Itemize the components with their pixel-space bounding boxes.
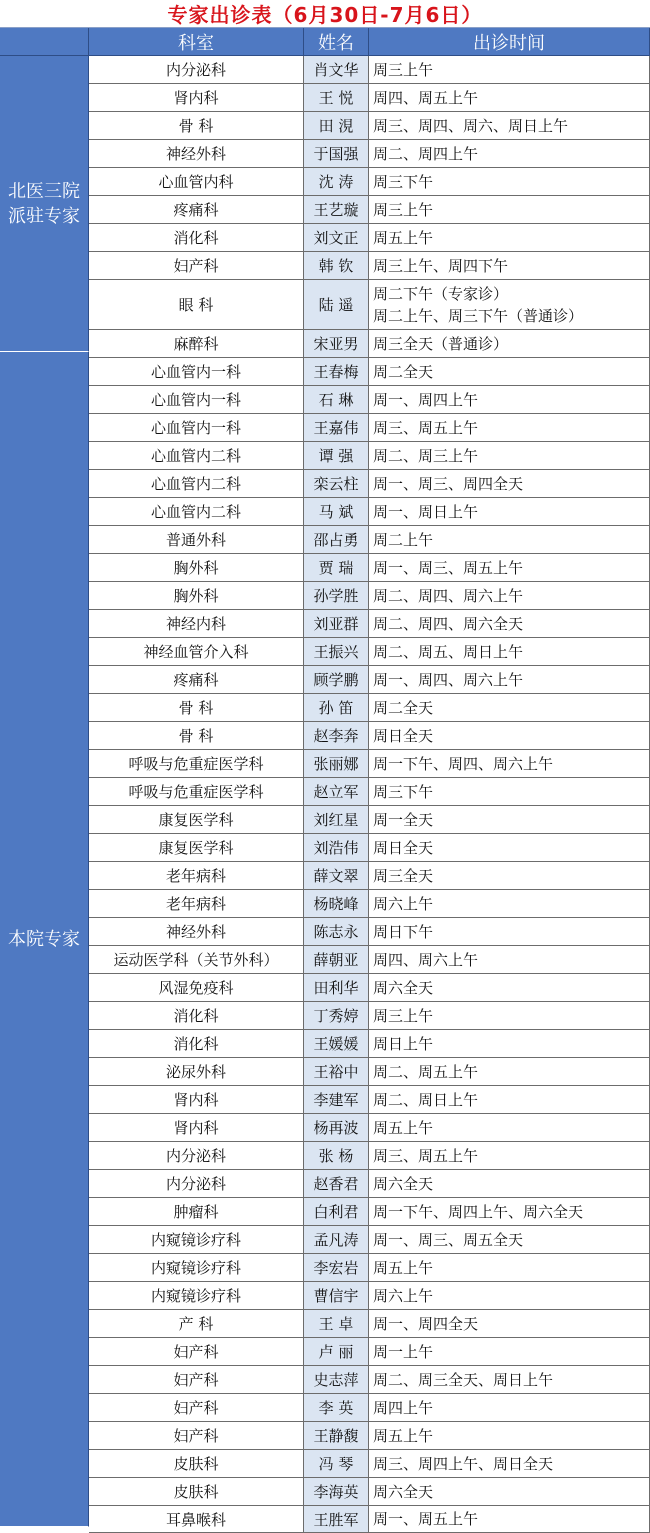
table-row — [89, 1310, 650, 1338]
doctor-name-cell: 谭 强 — [304, 442, 369, 469]
table-row — [89, 806, 650, 834]
schedule-time-cell — [369, 1338, 650, 1365]
schedule-time-cell — [369, 470, 650, 497]
schedule-time-line: 周二、周四、周六全天 — [373, 614, 524, 633]
doctor-name-cell: 赵立军 — [304, 778, 369, 805]
table-row — [89, 1450, 650, 1478]
schedule-time-cell — [369, 1086, 650, 1113]
schedule-time-line: 周二、周五上午 — [373, 1062, 479, 1081]
dept-cell: 肾内科 — [89, 84, 304, 111]
schedule-time-cell — [369, 140, 650, 167]
dept-cell: 消化科 — [89, 224, 304, 251]
table-row — [89, 554, 650, 582]
doctor-name-cell: 杨再波 — [304, 1114, 369, 1141]
table-row — [89, 1058, 650, 1086]
schedule-time-line: 周四、周六上午 — [373, 950, 479, 969]
table-row — [89, 1394, 650, 1422]
schedule-time-cell — [369, 1506, 650, 1532]
schedule-time-cell — [369, 1478, 650, 1505]
group-label-local — [0, 352, 89, 1527]
table-row — [89, 56, 650, 84]
schedule-time-cell — [369, 666, 650, 693]
schedule-time-cell — [369, 1058, 650, 1085]
dept-cell: 内窥镜诊疗科 — [89, 1254, 304, 1281]
doctor-name-cell: 薛文翠 — [304, 862, 369, 889]
table-row — [89, 1002, 650, 1030]
schedule-time-line: 周一、周三、周五上午 — [373, 558, 524, 577]
doctor-name-cell: 刘亚群 — [304, 610, 369, 637]
schedule-time-line: 周二、周三全天、周日上午 — [373, 1370, 554, 1389]
schedule-time-line: 周五上午 — [373, 1426, 434, 1445]
doctor-name-cell: 王 悦 — [304, 84, 369, 111]
schedule-time-line: 周五上午 — [373, 228, 434, 247]
doctor-name-cell: 沈 涛 — [304, 168, 369, 195]
doctor-name-cell: 刘文正 — [304, 224, 369, 251]
doctor-name-cell: 栾云柱 — [304, 470, 369, 497]
doctor-name-cell: 孙学胜 — [304, 582, 369, 609]
doctor-name-cell: 王媛媛 — [304, 1030, 369, 1057]
table-row — [89, 862, 650, 890]
table-row — [89, 1282, 650, 1310]
dept-cell: 产 科 — [89, 1310, 304, 1337]
header-time: 出诊时间 — [369, 28, 650, 56]
table-row — [89, 196, 650, 224]
dept-cell: 皮肤科 — [89, 1478, 304, 1505]
header-name: 姓名 — [304, 28, 369, 56]
dept-cell: 内分泌科 — [89, 1170, 304, 1197]
schedule-time-line: 周三全天 — [373, 866, 434, 885]
dept-cell: 内窥镜诊疗科 — [89, 1226, 304, 1253]
doctor-name-cell: 陆 遥 — [304, 280, 369, 329]
dept-cell: 消化科 — [89, 1002, 304, 1029]
schedule-time-line: 周二下午（专家诊） — [373, 284, 509, 303]
schedule-time-cell — [369, 1310, 650, 1337]
schedule-time-line: 周六全天 — [373, 1482, 434, 1501]
schedule-time-cell — [369, 806, 650, 833]
dept-cell: 胸外科 — [89, 554, 304, 581]
table-row — [89, 1226, 650, 1254]
dept-cell: 疼痛科 — [89, 196, 304, 223]
doctor-name-cell: 王艺璇 — [304, 196, 369, 223]
schedule-time-line: 周四、周五上午 — [373, 88, 479, 107]
schedule-time-line: 周一、周四上午 — [373, 390, 479, 409]
schedule-time-cell — [369, 1226, 650, 1253]
group-label-beiyi — [0, 56, 89, 352]
table-row — [89, 694, 650, 722]
schedule-time-line: 周一、周五上午 — [373, 1510, 479, 1528]
schedule-time-cell — [369, 610, 650, 637]
schedule-time-line: 周一全天 — [373, 810, 434, 829]
schedule-time-cell — [369, 834, 650, 861]
table-row — [89, 1170, 650, 1198]
schedule-time-line: 周六上午 — [373, 894, 434, 913]
doctor-name-cell: 王胜军 — [304, 1506, 369, 1532]
dept-cell: 内窥镜诊疗科 — [89, 1282, 304, 1309]
schedule-time-line: 周日上午 — [373, 1034, 434, 1053]
schedule-time-cell — [369, 1394, 650, 1421]
doctor-name-cell: 邵占勇 — [304, 526, 369, 553]
schedule-time-cell — [369, 252, 650, 279]
doctor-name-cell: 顾学鹏 — [304, 666, 369, 693]
schedule-time-cell — [369, 638, 650, 665]
dept-cell: 疼痛科 — [89, 666, 304, 693]
table-row — [89, 470, 650, 498]
schedule-time-cell — [369, 56, 650, 83]
dept-cell: 风湿免疫科 — [89, 974, 304, 1001]
table-row — [89, 946, 650, 974]
doctor-name-cell: 石 琳 — [304, 386, 369, 413]
dept-cell: 神经内科 — [89, 610, 304, 637]
dept-cell: 心血管内二科 — [89, 470, 304, 497]
table-row — [89, 386, 650, 414]
schedule-time-cell — [369, 442, 650, 469]
table-row — [89, 84, 650, 112]
doctor-name-cell: 王静馥 — [304, 1422, 369, 1449]
dept-cell: 皮肤科 — [89, 1450, 304, 1477]
table-row — [89, 918, 650, 946]
schedule-time-cell — [369, 750, 650, 777]
doctor-name-cell: 赵李奔 — [304, 722, 369, 749]
doctor-name-cell: 薛朝亚 — [304, 946, 369, 973]
table-row — [89, 358, 650, 386]
doctor-name-cell: 张丽娜 — [304, 750, 369, 777]
schedule-time-line: 周一、周三、周四全天 — [373, 474, 524, 493]
schedule-time-line: 周六全天 — [373, 978, 434, 997]
schedule-time-cell — [369, 526, 650, 553]
schedule-time-line: 周一、周日上午 — [373, 502, 479, 521]
schedule-time-line: 周五上午 — [373, 1118, 434, 1137]
schedule-time-cell — [369, 414, 650, 441]
schedule-time-line: 周一上午 — [373, 1342, 434, 1361]
table-row — [89, 610, 650, 638]
doctor-name-cell: 卢 丽 — [304, 1338, 369, 1365]
dept-cell: 骨 科 — [89, 722, 304, 749]
dept-cell: 心血管内一科 — [89, 414, 304, 441]
doctor-name-cell: 张 杨 — [304, 1142, 369, 1169]
dept-cell: 神经血管介入科 — [89, 638, 304, 665]
dept-cell: 妇产科 — [89, 252, 304, 279]
schedule-time-cell — [369, 358, 650, 385]
dept-cell: 心血管内一科 — [89, 386, 304, 413]
schedule-time-line: 周一、周四全天 — [373, 1314, 479, 1333]
table-row — [89, 112, 650, 140]
table-row — [89, 140, 650, 168]
table-row — [89, 1366, 650, 1394]
dept-cell: 康复医学科 — [89, 806, 304, 833]
table-row — [89, 750, 650, 778]
dept-cell: 妇产科 — [89, 1338, 304, 1365]
schedule-time-cell — [369, 890, 650, 917]
schedule-time-cell — [369, 1198, 650, 1225]
schedule-time-line: 周二全天 — [373, 362, 434, 381]
schedule-time-line: 周三上午 — [373, 200, 434, 219]
dept-cell: 妇产科 — [89, 1366, 304, 1393]
dept-cell: 心血管内二科 — [89, 498, 304, 525]
table-row — [89, 1198, 650, 1226]
doctor-name-cell: 李海英 — [304, 1478, 369, 1505]
doctor-name-cell: 孙 笛 — [304, 694, 369, 721]
header-dept: 科室 — [89, 28, 304, 56]
doctor-name-cell: 王嘉伟 — [304, 414, 369, 441]
doctor-name-cell: 贾 瑞 — [304, 554, 369, 581]
doctor-name-cell: 孟凡涛 — [304, 1226, 369, 1253]
schedule-time-cell — [369, 554, 650, 581]
schedule-time-line: 周二、周三上午 — [373, 446, 479, 465]
schedule-time-cell — [369, 918, 650, 945]
schedule-time-cell — [369, 386, 650, 413]
doctor-name-cell: 宋亚男 — [304, 330, 369, 357]
dept-cell: 康复医学科 — [89, 834, 304, 861]
doctor-name-cell: 田 涀 — [304, 112, 369, 139]
dept-cell: 心血管内科 — [89, 168, 304, 195]
dept-cell: 心血管内二科 — [89, 442, 304, 469]
page-title: 专家出诊表（6月30日-7月6日） — [0, 0, 650, 28]
schedule-time-line: 周六上午 — [373, 1286, 434, 1305]
doctor-name-cell: 肖文华 — [304, 56, 369, 83]
table-row — [89, 168, 650, 196]
doctor-name-cell: 李建军 — [304, 1086, 369, 1113]
schedule-time-line: 周二、周四上午 — [373, 144, 479, 163]
schedule-time-cell — [369, 330, 650, 357]
doctor-name-cell: 史志萍 — [304, 1366, 369, 1393]
schedule-time-line: 周一下午、周四、周六上午 — [373, 754, 554, 773]
schedule-time-line: 周一、周四、周六上午 — [373, 670, 524, 689]
dept-cell: 老年病科 — [89, 890, 304, 917]
doctor-name-cell: 王裕中 — [304, 1058, 369, 1085]
doctor-name-cell: 杨晓峰 — [304, 890, 369, 917]
group-label-line: 北医三院 — [8, 180, 80, 202]
doctor-name-cell: 曹信宇 — [304, 1282, 369, 1309]
schedule-time-cell — [369, 582, 650, 609]
table-row — [89, 1506, 650, 1533]
schedule-time-cell — [369, 1002, 650, 1029]
schedule-time-line: 周三上午 — [373, 60, 434, 79]
schedule-time-cell — [369, 498, 650, 525]
group-label-line: 本院专家 — [8, 928, 80, 950]
schedule-time-line: 周三上午、周四下午 — [373, 256, 509, 275]
table-row — [89, 526, 650, 554]
doctor-name-cell: 冯 琴 — [304, 1450, 369, 1477]
schedule-time-line: 周日下午 — [373, 922, 434, 941]
schedule-time-line: 周六全天 — [373, 1174, 434, 1193]
table-row — [89, 414, 650, 442]
dept-cell: 妇产科 — [89, 1394, 304, 1421]
schedule-time-cell — [369, 196, 650, 223]
schedule-time-line: 周二、周日上午 — [373, 1090, 479, 1109]
schedule-time-line: 周三全天（普通诊） — [373, 334, 509, 353]
schedule-time-line: 周三上午 — [373, 1006, 434, 1025]
schedule-time-line: 周一下午、周四上午、周六全天 — [373, 1202, 584, 1221]
table-row — [89, 1478, 650, 1506]
dept-cell: 泌尿外科 — [89, 1058, 304, 1085]
table-row — [89, 1254, 650, 1282]
doctor-name-cell: 于国强 — [304, 140, 369, 167]
dept-cell: 内分泌科 — [89, 1142, 304, 1169]
schedule-time-line: 周二上午、周三下午（普通诊） — [373, 306, 584, 325]
dept-cell: 肾内科 — [89, 1114, 304, 1141]
table-row — [89, 252, 650, 280]
dept-cell: 运动医学科（关节外科） — [89, 946, 304, 973]
dept-cell: 心血管内一科 — [89, 358, 304, 385]
table-row — [89, 890, 650, 918]
dept-cell: 神经外科 — [89, 918, 304, 945]
table-row — [89, 1086, 650, 1114]
schedule-time-cell — [369, 862, 650, 889]
doctor-name-cell: 王振兴 — [304, 638, 369, 665]
schedule-time-line: 周三、周五上午 — [373, 418, 479, 437]
schedule-time-line: 周二上午 — [373, 530, 434, 549]
schedule-time-line: 周二、周五、周日上午 — [373, 642, 524, 661]
doctor-name-cell: 陈志永 — [304, 918, 369, 945]
dept-cell: 呼吸与危重症医学科 — [89, 750, 304, 777]
table-row — [89, 224, 650, 252]
schedule-table — [89, 56, 650, 1533]
dept-cell: 骨 科 — [89, 694, 304, 721]
schedule-time-line: 周三、周五上午 — [373, 1146, 479, 1165]
header-group-blank — [0, 28, 89, 56]
table-row — [89, 666, 650, 694]
table-row — [89, 330, 650, 358]
doctor-name-cell: 丁秀婷 — [304, 1002, 369, 1029]
table-row — [89, 1142, 650, 1170]
table-row — [89, 1338, 650, 1366]
table-row — [89, 638, 650, 666]
dept-cell: 呼吸与危重症医学科 — [89, 778, 304, 805]
schedule-time-line: 周三下午 — [373, 782, 434, 801]
table-row — [89, 498, 650, 526]
doctor-name-cell: 李宏岩 — [304, 1254, 369, 1281]
doctor-name-cell: 王 卓 — [304, 1310, 369, 1337]
schedule-time-cell — [369, 224, 650, 251]
doctor-name-cell: 马 斌 — [304, 498, 369, 525]
schedule-time-cell — [369, 778, 650, 805]
table-row — [89, 722, 650, 750]
dept-cell: 肿瘤科 — [89, 1198, 304, 1225]
schedule-time-line: 周三、周四、周六、周日上午 — [373, 116, 569, 135]
schedule-time-cell — [369, 1422, 650, 1449]
table-row — [89, 1422, 650, 1450]
doctor-name-cell: 白利君 — [304, 1198, 369, 1225]
dept-cell: 老年病科 — [89, 862, 304, 889]
group-label-line: 派驻专家 — [8, 205, 80, 227]
schedule-time-line: 周四上午 — [373, 1398, 434, 1417]
table-row — [89, 974, 650, 1002]
schedule-time-cell — [369, 1254, 650, 1281]
dept-cell: 骨 科 — [89, 112, 304, 139]
schedule-time-line: 周五上午 — [373, 1258, 434, 1277]
dept-cell: 耳鼻喉科 — [89, 1506, 304, 1532]
schedule-time-line: 周三、周四上午、周日全天 — [373, 1454, 554, 1473]
doctor-name-cell: 赵香君 — [304, 1170, 369, 1197]
schedule-time-cell — [369, 84, 650, 111]
schedule-time-cell — [369, 112, 650, 139]
doctor-name-cell: 田利华 — [304, 974, 369, 1001]
schedule-time-cell — [369, 946, 650, 973]
table-row — [89, 834, 650, 862]
schedule-time-cell — [369, 1114, 650, 1141]
table-row — [89, 1030, 650, 1058]
doctor-name-cell: 刘浩伟 — [304, 834, 369, 861]
schedule-time-line: 周三下午 — [373, 172, 434, 191]
schedule-time-cell — [369, 1170, 650, 1197]
schedule-time-line: 周日全天 — [373, 838, 434, 857]
doctor-name-cell: 王春梅 — [304, 358, 369, 385]
dept-cell: 麻醉科 — [89, 330, 304, 357]
schedule-time-cell — [369, 1366, 650, 1393]
table-row — [89, 1114, 650, 1142]
table-row — [89, 280, 650, 330]
dept-cell: 肾内科 — [89, 1086, 304, 1113]
schedule-time-cell — [369, 280, 650, 329]
dept-cell: 胸外科 — [89, 582, 304, 609]
dept-cell: 消化科 — [89, 1030, 304, 1057]
doctor-name-cell: 韩 钦 — [304, 252, 369, 279]
dept-cell: 眼 科 — [89, 280, 304, 329]
schedule-time-cell — [369, 1282, 650, 1309]
schedule-time-cell — [369, 168, 650, 195]
schedule-time-cell — [369, 1142, 650, 1169]
schedule-time-line: 周日全天 — [373, 726, 434, 745]
dept-cell: 妇产科 — [89, 1422, 304, 1449]
dept-cell: 内分泌科 — [89, 56, 304, 83]
doctor-name-cell: 李 英 — [304, 1394, 369, 1421]
schedule-time-cell — [369, 1030, 650, 1057]
schedule-time-cell — [369, 722, 650, 749]
schedule-time-line: 周一、周三、周五全天 — [373, 1230, 524, 1249]
schedule-time-cell — [369, 694, 650, 721]
table-row — [89, 778, 650, 806]
doctor-name-cell: 刘红星 — [304, 806, 369, 833]
dept-cell: 神经外科 — [89, 140, 304, 167]
schedule-time-line: 周二、周四、周六上午 — [373, 586, 524, 605]
schedule-time-cell — [369, 974, 650, 1001]
dept-cell: 普通外科 — [89, 526, 304, 553]
schedule-time-cell — [369, 1450, 650, 1477]
table-row — [89, 582, 650, 610]
table-row — [89, 442, 650, 470]
schedule-time-line: 周二全天 — [373, 698, 434, 717]
